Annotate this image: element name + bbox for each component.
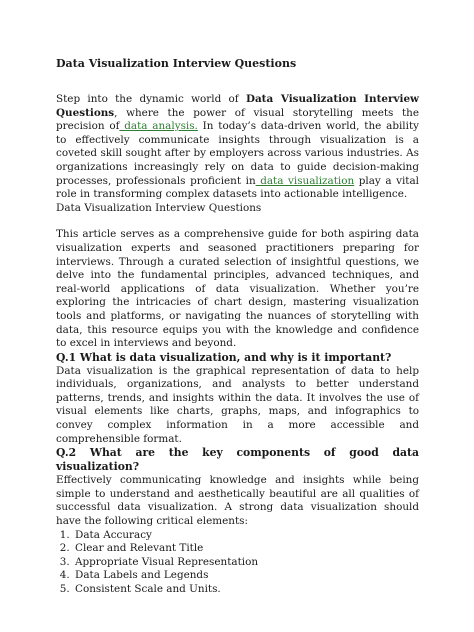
intro-text-start: Step into the dynamic world of (56, 93, 246, 105)
section-subheading: Data Visualization Interview Questions (56, 201, 262, 214)
intro-bold-phrase: Data Visualization Interview Questions (56, 93, 419, 119)
intro-text-end: play a vital role in transforming complex datasets into actionable intelligence. (56, 174, 419, 201)
intro-paragraph (56, 93, 419, 202)
document-title: Data Visualization Interview Questions (56, 57, 297, 70)
paragraph-gap (56, 215, 419, 228)
question-2-answer: Effectively communicating knowledge and insights while being simple to understand and aesthetically beautiful are all qualities of successful data visualization. A strong data visualization should have the following critical elements: (56, 474, 419, 528)
list-item: 4. Data Labels and Legends (73, 569, 419, 583)
list-item: 3. Appropriate Visual Representation (73, 556, 419, 570)
article-paragraph: This article serves as a comprehensive guide for both aspiring data visualization experts and seasoned practitioners preparing for interviews. Through a curated selection of insightful questions, we delve into the fundamental principles, advanced techniques, and real-world applications of data visualization. Whether you’re exploring the intricacies of chart design, mastering visualization tools and platforms, or navigating the nuances of storytelling with data, this resource equips you with the knowledge and confidence to excel in interviews and beyond. (56, 228, 419, 350)
document-body (56, 93, 419, 597)
list-item: 5. Consistent Scale and Units. (73, 583, 419, 597)
question-1-heading: Q.1 What is data visualization, and why is it important? (56, 350, 392, 364)
intro-text-middle: , where the power of visual storytelling meets the precision of (56, 106, 419, 133)
intro-text-middle-2: In today’s data-driven world, the ability to effectively communicate insights through visualization is a coveted skill sought after by employers across various industries. As organizations increasingly rely on data to guide decision-making processes, professionals proficient in (56, 120, 419, 187)
data-analysis-link[interactable]: data analysis. (119, 120, 198, 133)
list-item: 1. Data Accuracy (73, 529, 419, 543)
list-item: 2. Clear and Relevant Title (73, 542, 419, 556)
key-components-list (56, 529, 419, 597)
question-2-heading: Q.2 What are the key components of good data visualization? (56, 446, 419, 474)
data-visualization-link[interactable]: data visualization (255, 174, 355, 187)
question-1-answer: Data visualization is the graphical representation of data to help individuals, organizations, and analysts to better understand patterns, trends, and insights within the data. It involves the use of visual elements like charts, graphs, maps, and infographics to convey complex information in a more accessible and comprehensible format. (56, 364, 419, 445)
